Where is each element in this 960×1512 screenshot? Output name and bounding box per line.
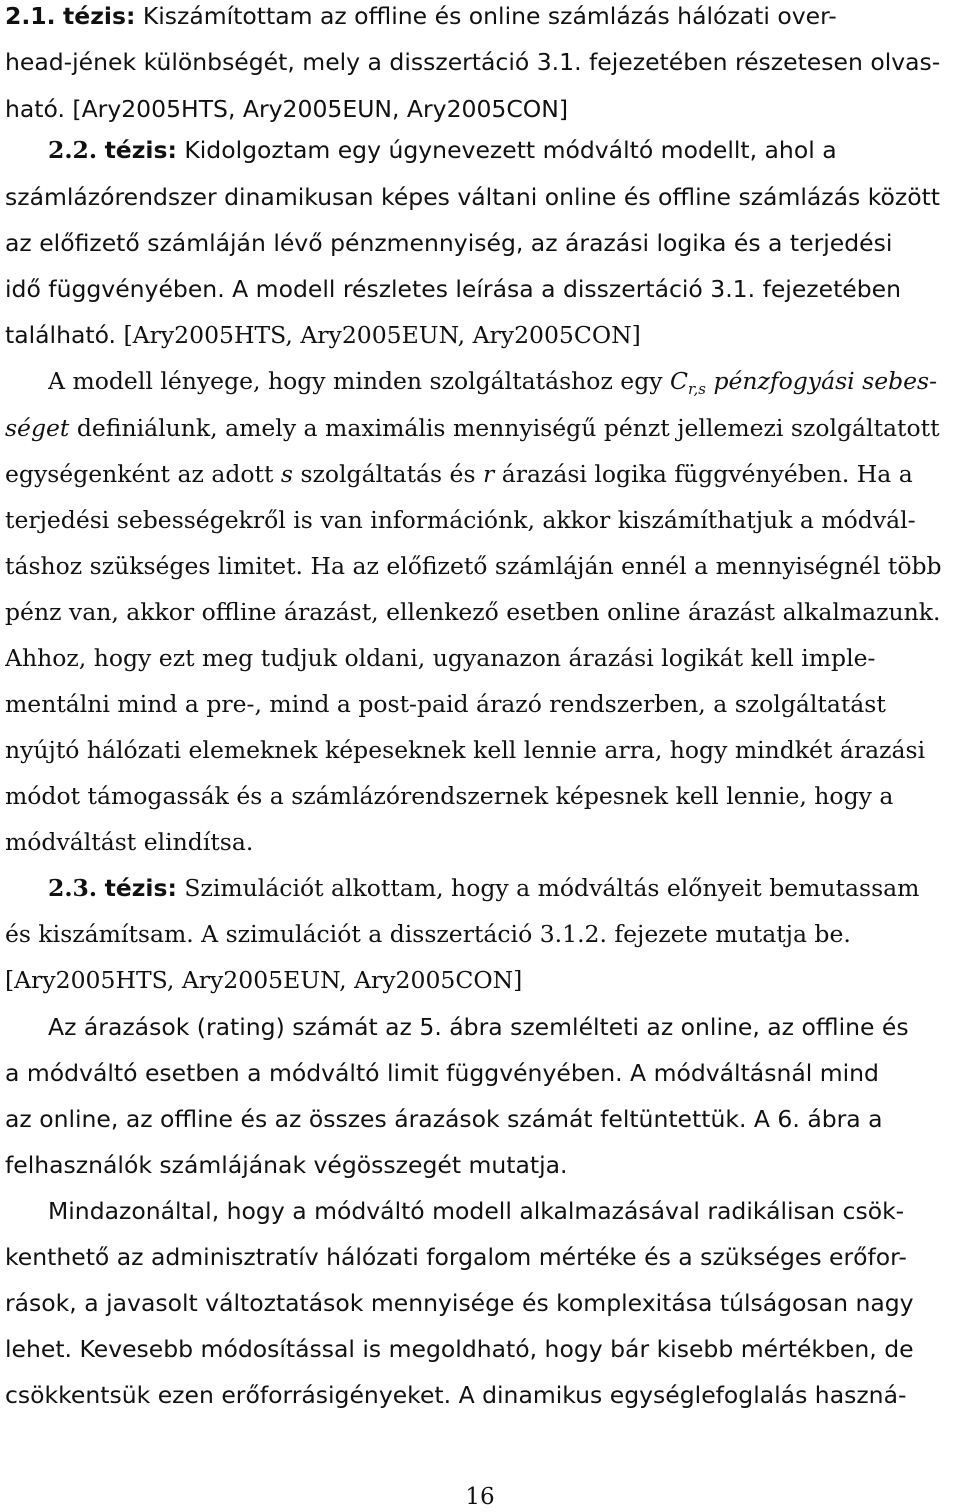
model-line-10: módot támogassák és a számlázórendszernek képesnek kell lennie, hogy a bbox=[5, 782, 894, 810]
math-subscript-rs: r,s bbox=[687, 380, 706, 396]
thesis-2-2-number: 2.2. bbox=[48, 136, 98, 164]
model-line-11: módváltást elindítsa. bbox=[5, 828, 254, 856]
model-line-1 bbox=[48, 366, 955, 396]
thesis-2-2-citations: [Ary2005HTS, Ary2005EUN, Ary2005CON] bbox=[123, 321, 641, 349]
math-symbol-c: C bbox=[670, 367, 688, 395]
thesis-2-3-label: tézis: bbox=[104, 874, 177, 902]
thesis-2-3-number: 2.3. bbox=[48, 874, 98, 902]
thesis-2-1-label: tézis: bbox=[63, 2, 136, 30]
summary-line-4: lehet. Kevesebb módosítással is megoldható, hogy bár kisebb mértékben, de bbox=[5, 1335, 914, 1363]
model-line-1-text: A modell lényege, hogy minden szolgáltatáshoz egy bbox=[48, 367, 670, 395]
thesis-2-2-line-4: idő függvényében. A modell részletes leírása a disszertáció 3.1. fejezetében bbox=[5, 275, 902, 303]
thesis-2-2-label: tézis: bbox=[104, 136, 177, 164]
math-symbol-s: s bbox=[280, 460, 293, 488]
rating-line-4: felhasználók számlájának végösszegét mutatja. bbox=[5, 1151, 568, 1179]
model-line-2 bbox=[5, 413, 955, 443]
model-line-3-a: egységenként az adott bbox=[5, 460, 281, 488]
model-line-3-b: szolgáltatás és bbox=[292, 460, 483, 488]
summary-line-2: kenthető az adminisztratív hálózati forgalom mértéke és a szükséges erőfor- bbox=[5, 1243, 907, 1271]
summary-line-5: csökkentsük ezen erőforrásigényeket. A dinamikus egységlefoglalás haszná- bbox=[5, 1381, 907, 1409]
thesis-2-2-line-1 bbox=[48, 135, 955, 165]
model-line-6: pénz van, akkor offline árazást, ellenkező esetben online árazást alkalmazunk. bbox=[5, 598, 941, 626]
thesis-2-3-text: Szimulációt alkottam, hogy a módváltás előnyeit bemutassam bbox=[184, 874, 920, 902]
model-line-4: terjedési sebességekről is van információnk, akkor kiszámíthatjuk a módvál- bbox=[5, 506, 916, 534]
page-number: 16 bbox=[465, 1484, 495, 1510]
summary-line-1: Mindazonáltal, hogy a módváltó modell alkalmazásával radikálisan csök- bbox=[48, 1197, 905, 1225]
thesis-2-3-line-1 bbox=[48, 873, 955, 903]
rating-line-1: Az árazások (rating) számát az 5. ábra szemlélteti az online, az offline és bbox=[48, 1013, 909, 1041]
thesis-2-3-line-3: [Ary2005HTS, Ary2005EUN, Ary2005CON] bbox=[5, 966, 523, 994]
model-line-8: mentálni mind a pre-, mind a post-paid árazó rendszerben, a szolgáltatást bbox=[5, 690, 886, 718]
rating-line-3: az online, az offline és az összes árazások számát feltüntettük. A 6. ábra a bbox=[5, 1105, 883, 1133]
thesis-2-2-text: Kidolgoztam egy úgynevezett módváltó modellt, ahol a bbox=[184, 136, 837, 164]
model-line-9: nyújtó hálózati elemeknek képeseknek kell lennie arra, hogy mindkét árazási bbox=[5, 736, 926, 764]
thesis-2-2-line-5-sans: található. bbox=[5, 321, 117, 349]
rating-line-2: a módváltó esetben a módváltó limit függvényében. A módváltásnál mind bbox=[5, 1059, 879, 1087]
thesis-2-2-line-2: számlázórendszer dinamikusan képes váltani online és offline számlázás között bbox=[5, 183, 941, 211]
thesis-2-1-line-3: ható. [Ary2005HTS, Ary2005EUN, Ary2005CON] bbox=[5, 95, 569, 123]
model-line-3 bbox=[5, 459, 955, 489]
thesis-2-2-line-3: az előfizető számláján lévő pénzmennyiség, az árazási logika és a terjedési bbox=[5, 229, 893, 257]
summary-line-3: rások, a javasolt változtatások mennyisége és komplexitása túlságosan nagy bbox=[5, 1289, 914, 1317]
thesis-2-1-line-2: head-jének különbségét, mely a disszertáció 3.1. fejezetében részetesen olvas- bbox=[5, 48, 941, 76]
model-line-5: táshoz szükséges limitet. Ha az előfizető számláján ennél a mennyiségnél több bbox=[5, 552, 942, 580]
thesis-2-1-line-1 bbox=[5, 1, 955, 31]
model-line-2-text: definiálunk, amely a maximális mennyiségű pénzt jellemezi szolgáltatott bbox=[69, 414, 940, 442]
model-line-7: Ahhoz, hogy ezt meg tudjuk oldani, ugyanazon árazási logikát kell imple- bbox=[5, 644, 876, 672]
thesis-2-1-text: Kiszámítottam az offline és online számlázás hálózati over- bbox=[142, 2, 837, 30]
model-line-3-c: árazási logika függvényében. Ha a bbox=[494, 460, 913, 488]
model-line-1-italic: pénzfogyási sebes- bbox=[705, 367, 938, 395]
thesis-2-1-number: 2.1. bbox=[5, 2, 56, 30]
thesis-2-3-line-2: és kiszámítsam. A szimulációt a disszertáció 3.1.2. fejezete mutatja be. bbox=[5, 920, 851, 948]
model-line-2-italic: séget bbox=[5, 414, 70, 442]
thesis-2-2-line-5 bbox=[5, 320, 955, 350]
math-symbol-r: r bbox=[483, 460, 495, 488]
